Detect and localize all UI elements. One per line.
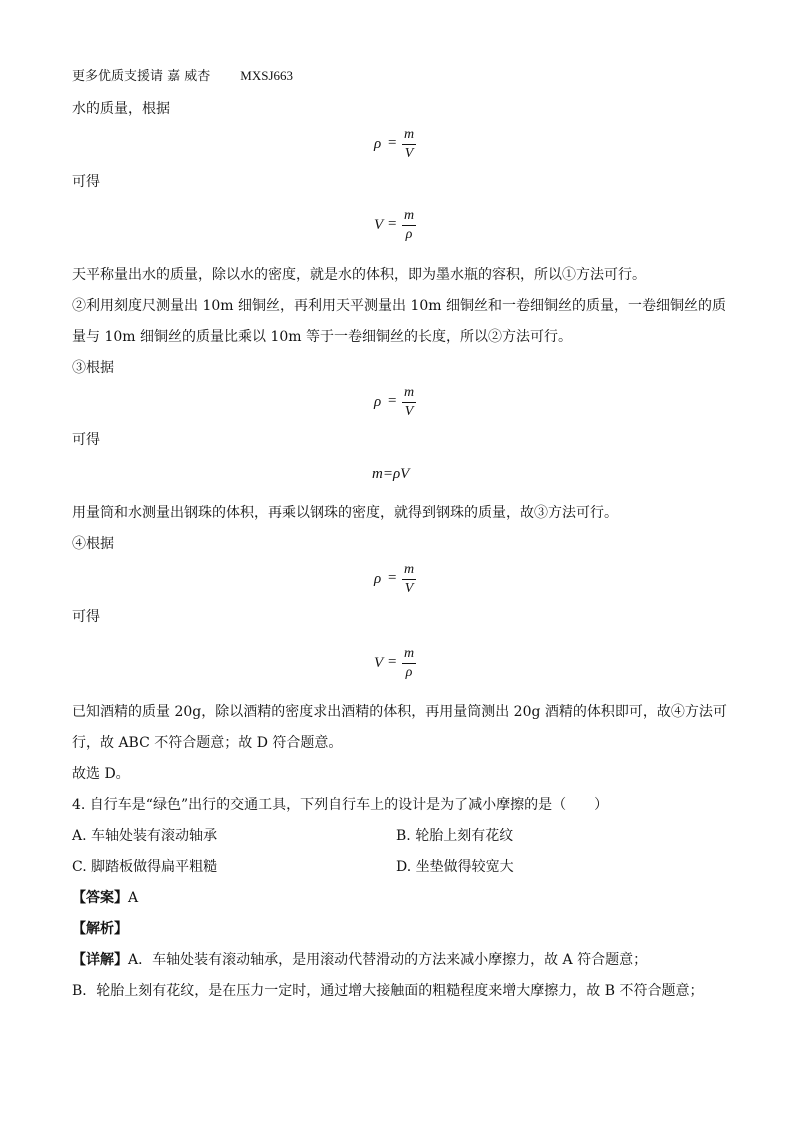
- text-line-1: 水的质量，根据: [72, 101, 170, 117]
- text-line-11: 已知酒精的质量 20g，除以酒精的密度求出酒精的体积，再用量筒测出 20g 酒精的体积即可，故④方法可: [72, 704, 727, 720]
- answer-tag: 【答案】: [72, 890, 128, 906]
- formula-eq: =: [388, 135, 397, 151]
- formula-denominator: ρ: [405, 227, 413, 242]
- analysis-line: [72, 919, 128, 939]
- formula-mass: [368, 466, 438, 488]
- option-b: B. 轮胎上刻有花纹: [396, 828, 514, 844]
- option-d: D. 坐垫做得较宽大: [396, 859, 514, 875]
- option-a: A. 车轴处装有滚动轴承: [72, 828, 218, 844]
- text-line-4: ②利用刻度尺测量出 10m 细铜丝，再利用天平测量出 10m 细铜丝和一卷细铜丝的质量，一卷细铜丝的质: [72, 298, 726, 314]
- formula-numerator: m: [403, 385, 415, 400]
- detail-a-text: A．车轴处装有滚动轴承，是用滚动代替滑动的方法来减小摩擦力，故 A 符合题意；: [128, 952, 648, 968]
- formula-fraction: [401, 126, 417, 163]
- text-line-5: 量与 10m 细铜丝的质量比乘以 10m 等于一卷细铜丝的长度，所以②方法可行。: [72, 329, 572, 345]
- text-line-10: 可得: [72, 609, 100, 625]
- formula-lhs: V: [374, 655, 384, 671]
- text-line-2: 可得: [72, 174, 100, 190]
- detail-line-b: B．轮胎上刻有花纹，是在压力一定时，通过增大接触面的粗糙程度来增大摩擦力，故 B 不符合题意；: [72, 983, 704, 999]
- text-line-8: 用量筒和水测量出钢珠的体积，再乘以钢珠的密度，就得到钢珠的质量，故③方法可行。: [72, 505, 618, 521]
- text-line-7: 可得: [72, 432, 100, 448]
- formula-volume-2: [360, 645, 430, 685]
- question-4: 4. 自行车是“绿色”出行的交通工具，下列自行车上的设计是为了减小摩擦的是（ ）: [72, 797, 609, 813]
- formula-fraction: [401, 207, 417, 244]
- formula-fraction: [401, 384, 417, 421]
- formula-eq: =: [388, 654, 397, 670]
- formula-fraction: [401, 561, 417, 598]
- header-code: MXSJ663: [240, 68, 294, 83]
- formula-lhs: ρ: [374, 571, 382, 587]
- formula-density-3: [360, 561, 430, 601]
- formula-numerator: m: [403, 646, 415, 661]
- text-line-12: 行，故 ABC 不符合题意；故 D 符合题意。: [72, 735, 343, 751]
- page-header: [72, 66, 293, 87]
- text-line-13: 故选 D。: [72, 766, 130, 782]
- formula-density-2: [360, 384, 430, 424]
- text-line-3: 天平称量出水的质量，除以水的密度，就是水的体积，即为墨水瓶的容积，所以①方法可行。: [72, 267, 646, 283]
- analysis-tag: 【解析】: [72, 921, 128, 937]
- formula-lhs: V: [374, 217, 384, 233]
- formula-denominator: V: [404, 146, 414, 161]
- answer-line: [72, 888, 138, 908]
- formula-density-1: [360, 126, 430, 166]
- formula-volume-1: [360, 207, 430, 247]
- formula-fraction: [401, 645, 417, 682]
- formula-eq: =: [388, 216, 397, 232]
- answer-value: A: [128, 890, 139, 906]
- formula-eq: =: [388, 570, 397, 586]
- formula-denominator: ρ: [405, 665, 413, 680]
- formula-lhs: ρ: [374, 394, 382, 410]
- formula-expression: m=ρV: [372, 466, 410, 482]
- formula-numerator: m: [403, 127, 415, 142]
- formula-numerator: m: [403, 562, 415, 577]
- formula-lhs: ρ: [374, 136, 382, 152]
- option-c: C. 脚踏板做得扁平粗糙: [72, 859, 218, 875]
- text-line-6: ③根据: [72, 360, 114, 376]
- detail-line-a: [72, 950, 647, 970]
- formula-numerator: m: [403, 208, 415, 223]
- text-line-9: ④根据: [72, 536, 114, 552]
- header-text: 更多优质支援请 嘉 威杏: [72, 69, 211, 84]
- detail-tag: 【详解】: [72, 952, 128, 968]
- formula-denominator: V: [404, 581, 414, 596]
- formula-denominator: V: [404, 404, 414, 419]
- formula-eq: =: [388, 393, 397, 409]
